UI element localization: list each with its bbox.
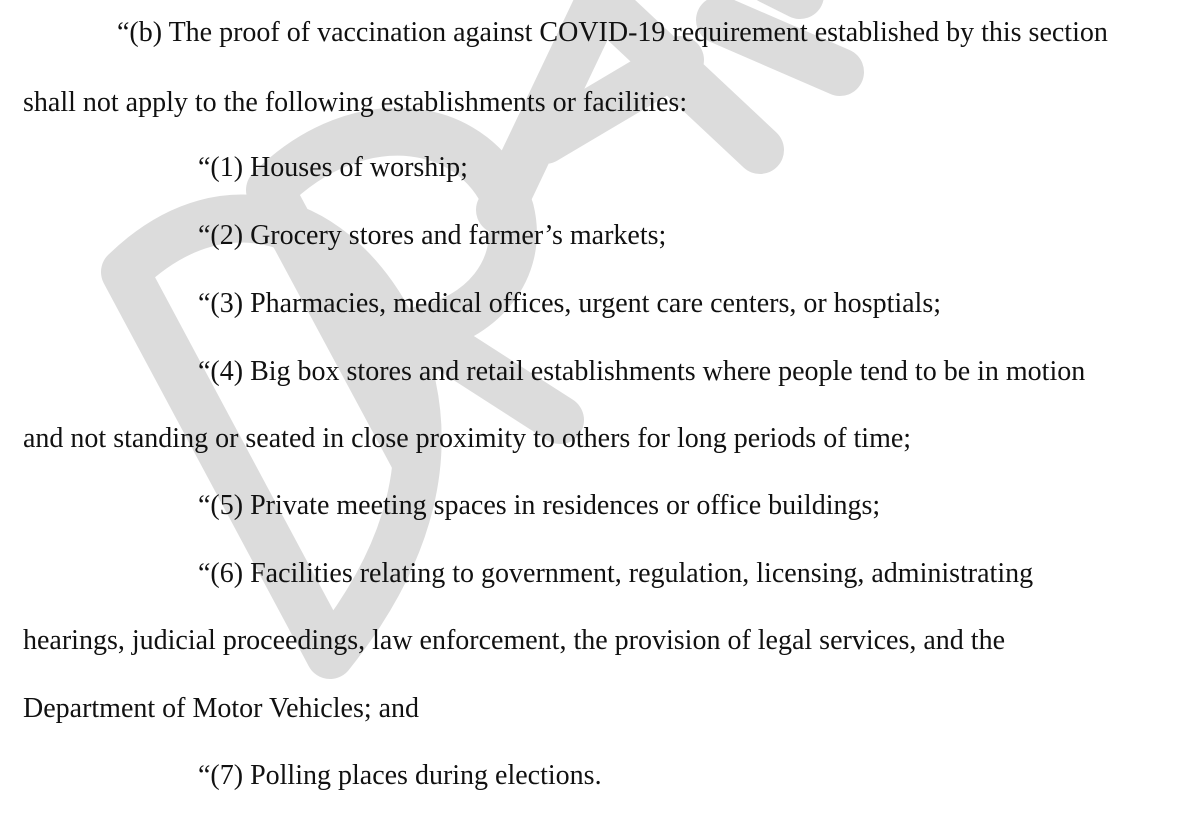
- item-6-line-1: “(6) Facilities relating to government, regulation, licensing, administrating: [198, 558, 1034, 589]
- paragraph-b-line-1: “(b) The proof of vaccination against COVID-19 requirement established by this section: [117, 17, 1108, 48]
- item-2-line: “(2) Grocery stores and farmer’s markets;: [198, 220, 667, 251]
- item-6-line-2: hearings, judicial proceedings, law enforcement, the provision of legal services, and the: [23, 625, 1005, 656]
- item-1-line: “(1) Houses of worship;: [198, 152, 468, 183]
- item-6-line-3: Department of Motor Vehicles; and: [23, 693, 420, 724]
- item-4-line-2: and not standing or seated in close proximity to others for long periods of time;: [23, 423, 912, 454]
- item-3-line: “(3) Pharmacies, medical offices, urgent care centers, or hosptials;: [198, 288, 942, 319]
- item-5-line: “(5) Private meeting spaces in residences or office buildings;: [198, 490, 881, 521]
- item-7-line: “(7) Polling places during elections.: [198, 760, 602, 791]
- paragraph-b-line-2: shall not apply to the following establishments or facilities:: [23, 87, 688, 118]
- item-4-line-1: “(4) Big box stores and retail establishments where people tend to be in motion: [198, 356, 1086, 387]
